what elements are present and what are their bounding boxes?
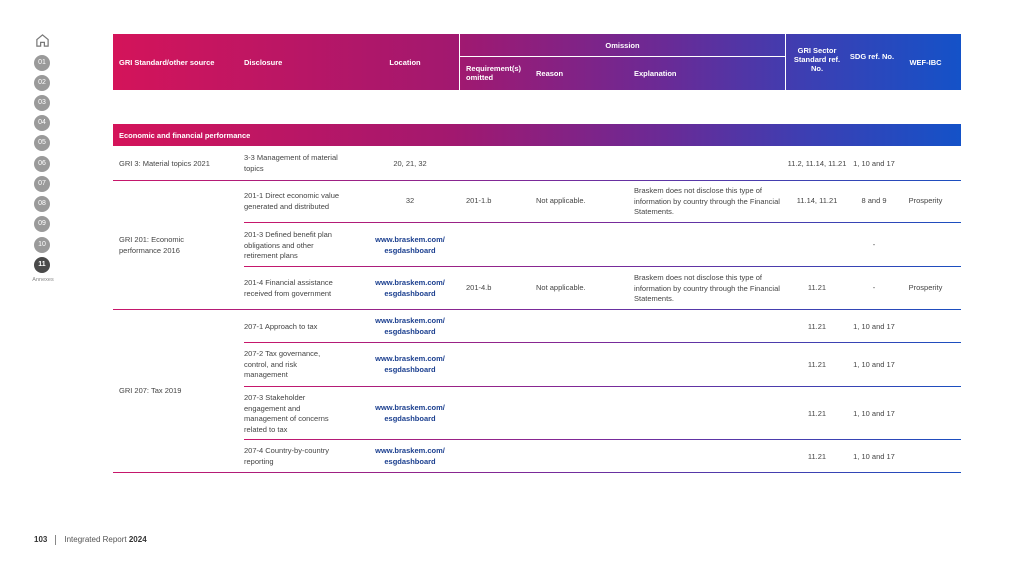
row-sdg: 1, 10 and 17 [853,360,895,369]
header-omission: Omission [605,41,640,50]
row-sector: 11.21 [807,409,827,418]
row-requirement: 201-4.b [466,283,492,292]
row-disclosure: 201-3 Defined benefit plan obligations and other retirement plans [244,230,332,260]
esgdashboard-link[interactable]: www.braskem.com/ esgdashboard [375,446,445,466]
chapter-nav-item-10[interactable]: 10 [34,237,50,253]
row-reason: Not applicable. [536,283,586,292]
row-location: 20, 21, 32 [393,159,427,168]
row-sdg: 1, 10 and 17 [853,159,895,168]
esgdashboard-link[interactable]: www.braskem.com/ esgdashboard [375,235,445,255]
row-sdg: 1, 10 and 17 [853,452,895,461]
row-standard-gri207: GRI 207: Tax 2019 [119,386,182,395]
row-disclosure: 207-1 Approach to tax [244,322,318,331]
chapter-nav-item-04[interactable]: 04 [34,115,50,131]
row-disclosure: 207-4 Country-by-country reporting [244,446,330,466]
header-disclosure: Disclosure [244,58,283,67]
header-wef: WEF-IBC [909,58,942,67]
row-sdg: 1, 10 and 17 [853,409,895,418]
row-reason: Not applicable. [536,196,586,205]
row-explanation: Braskem does not disclose this type of information by country through the Financial Statements. [634,273,780,303]
header-gri-standard: GRI Standard/other source [119,58,215,67]
row-sdg: - [872,283,876,292]
row-sdg: 8 and 9 [861,196,887,205]
row-sector: 11.14, 11.21 [796,196,838,205]
header-gri-sector: GRI Sector Standard ref. No. [793,46,841,73]
row-wef: Prosperity [908,283,943,292]
table-header [113,34,961,90]
chapter-nav-item-03[interactable]: 03 [34,95,50,111]
header-sdg: SDG ref. No. [849,52,895,61]
chapter-nav-item-09[interactable]: 09 [34,216,50,232]
row-disclosure: 201-4 Financial assistance received from government [244,278,333,298]
home-icon[interactable] [35,33,50,48]
header-requirements-omitted: Requirement(s) omitted [466,64,522,82]
report-title: Integrated Report [64,535,127,545]
row-sector: 11.21 [807,322,827,331]
row-location: 32 [405,196,415,205]
row-standard-gri201: GRI 201: Economic performance 2016 [119,235,185,255]
row-disclosure: 207-3 Stakeholder engagement and management of concerns related to tax [244,393,329,434]
esgdashboard-link[interactable]: www.braskem.com/ esgdashboard [375,354,445,374]
esgdashboard-link[interactable]: www.braskem.com/ esgdashboard [375,316,445,336]
header-location: Location [389,58,421,67]
row-sector: 11.2, 11.14, 11.21 [787,159,847,168]
chapter-nav-item-11[interactable]: 11 [34,257,50,273]
row-sector: 11.21 [807,283,827,292]
row-standard-gri3: GRI 3: Material topics 2021 [119,159,210,168]
chapter-nav-item-01[interactable]: 01 [34,55,50,71]
esgdashboard-link[interactable]: www.braskem.com/ esgdashboard [375,278,445,298]
header-explanation: Explanation [634,69,677,78]
row-disclosure: 201-1 Direct economic value generated and distributed [244,191,340,211]
row-sector: 11.21 [807,360,827,369]
row-sdg: - [872,240,876,249]
row-disclosure: 3-3 Management of material topics [244,153,338,173]
chapter-nav-item-07[interactable]: 07 [34,176,50,192]
row-sdg: 1, 10 and 17 [853,322,895,331]
chapter-nav-item-08[interactable]: 08 [34,196,50,212]
section-title: Economic and financial performance [119,131,251,140]
chapter-nav-item-05[interactable]: 05 [34,135,50,151]
row-disclosure: 207-2 Tax governance, control, and risk management [244,349,321,379]
row-wef: Prosperity [908,196,943,205]
header-reason: Reason [536,69,564,78]
page-footer [34,535,147,545]
chapter-nav-item-06[interactable]: 06 [34,156,50,172]
report-year: 2024 [128,535,147,545]
row-sector: 11.21 [807,452,827,461]
row-explanation: Braskem does not disclose this type of information by country through the Financial Statements. [634,186,780,216]
page-number: 103 [34,535,48,545]
row-requirement: 201-1.b [466,196,492,205]
annexes-label: Annexes [32,277,54,283]
chapter-nav-item-02[interactable]: 02 [34,75,50,91]
esgdashboard-link[interactable]: www.braskem.com/ esgdashboard [375,403,445,423]
section-economic-financial [113,124,961,146]
